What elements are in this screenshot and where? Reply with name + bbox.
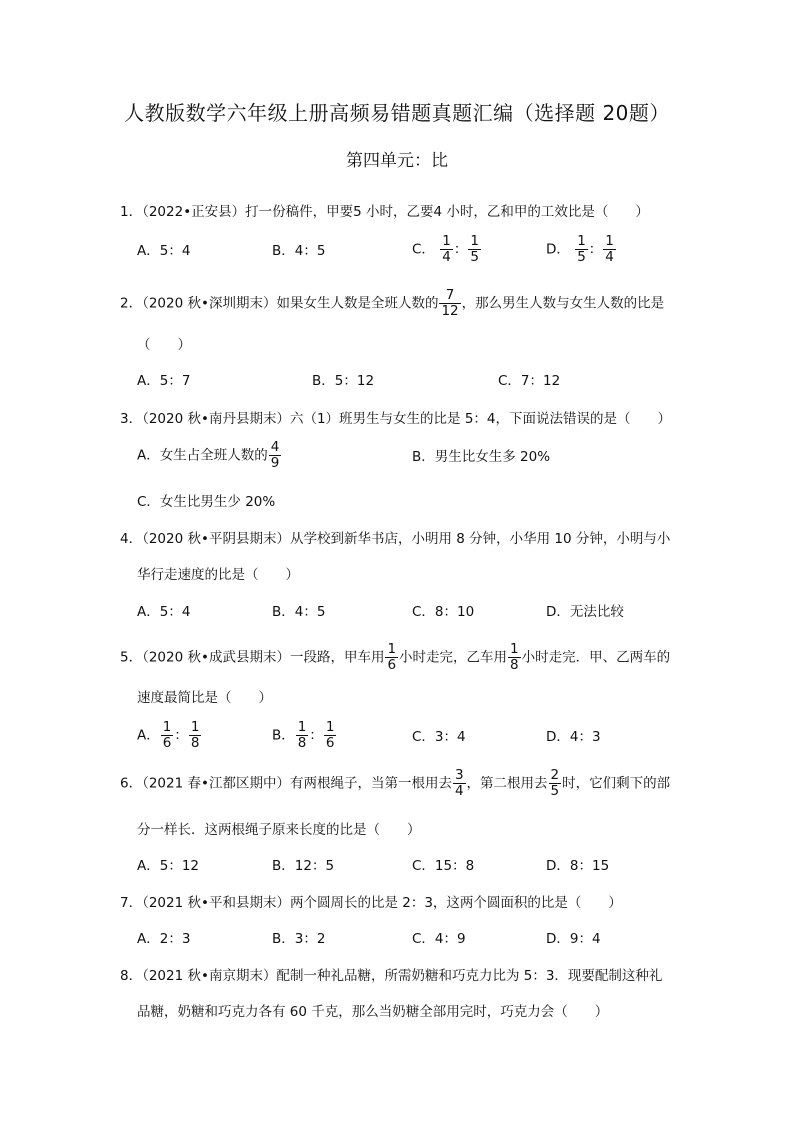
question-1-option-b[interactable]: B．4：5 [272, 243, 326, 259]
question-3-stem: 3．（2020 秋•南丹县期末）六（1）班男生与女生的比是 5：4，下面说法错误的是（ ） [120, 411, 672, 427]
question-7-option-d[interactable]: D．9：4 [546, 931, 601, 947]
question-7-option-b[interactable]: B．3：2 [272, 931, 326, 947]
question-5-stem-line-2: 速度最简比是（ ） [137, 690, 272, 706]
fraction: $\frac{2}{5}$ [550, 767, 560, 799]
question-2-option-c[interactable]: C．7：12 [498, 373, 561, 389]
question-4-option-d[interactable]: D．无法比较 [546, 604, 624, 620]
question-4-option-b[interactable]: B．4：5 [272, 604, 326, 620]
question-7-option-a[interactable]: A．2：3 [137, 931, 191, 947]
fraction: $\frac{1}{5}$ [577, 233, 586, 265]
fraction: $\frac{1}{6}$ [162, 719, 172, 751]
question-8-stem-line-2: 品糖，奶糖和巧克力各有 60 千克，那么当奶糖全部用完时，巧克力会（ ） [137, 1004, 609, 1020]
question-6-stem-line-2: 分一样长．这两根绳子原来长度的比是（ ） [137, 822, 421, 838]
question-7-stem: 7．（2021 秋•平和县期末）两个圆周长的比是 2：3，这两个圆面积的比是（ ） [120, 895, 622, 911]
question-4-stem: 4．（2020 秋•平阴县期末）从学校到新华书店，小明用 8 分钟，小华用 10 分钟，小明与小 [120, 531, 671, 547]
question-2-option-a[interactable]: A．5：7 [137, 373, 191, 389]
fraction: $\frac{1}{4}$ [442, 233, 451, 265]
question-2-stem: 2．（2020 秋•深圳期末）如果女生人数是全班人数的 $\frac{7}{12}$ ，那么男生人数与女生人数的比是 [120, 287, 665, 319]
question-6-option-b[interactable]: B．12：5 [272, 858, 335, 874]
question-5-option-c[interactable]: C．3：4 [412, 729, 466, 745]
fraction: $\frac{1}{8}$ [510, 641, 519, 673]
question-3-option-c[interactable]: C．女生比男生少 20% [137, 494, 276, 510]
page-subtitle: 第四单元：比 [346, 151, 448, 171]
question-1-stem: 1．（2022•正安县）打一份稿件，甲要5 小时，乙要4 小时，乙和甲的工效比是（ ） [120, 204, 649, 220]
fraction: $\frac{4}{9}$ [270, 439, 280, 471]
question-6-option-a[interactable]: A．5：12 [137, 858, 200, 874]
question-1-option-c[interactable]: C． $\frac{1}{4}$ ： $\frac{1}{5}$ [412, 233, 479, 265]
question-2-stem-line-2: （ ） [137, 337, 191, 353]
question-5-stem: 5．（2020 秋•成武县期末）一段路，甲车用 $\frac{1}{6}$ 小时走完，乙车用 $\frac{1}{8}$ 小时走完．甲、乙两车的 [120, 641, 671, 673]
page-title: 人教版数学六年级上册高频易错题真题汇编（选择题 20题） [124, 101, 670, 125]
question-6-option-c[interactable]: C．15：8 [412, 858, 475, 874]
question-7-option-c[interactable]: C．4：9 [412, 931, 466, 947]
fraction: $\frac{1}{6}$ [325, 719, 335, 751]
fraction: $\frac{3}{4}$ [454, 767, 464, 799]
fraction: $\frac{7}{12}$ [441, 287, 459, 319]
question-8-stem: 8．（2021 秋•南京期末）配制一种礼品糖，所需奶糖和巧克力比为 5：3．现要配制这种礼 [120, 968, 663, 984]
question-4-option-a[interactable]: A．5：4 [137, 604, 191, 620]
fraction: $\frac{1}{5}$ [470, 233, 479, 265]
question-5-option-b[interactable]: B． $\frac{1}{8}$ ： $\frac{1}{6}$ [272, 719, 335, 751]
fraction: $\frac{1}{6}$ [387, 641, 397, 673]
question-6-stem: 6．（2021 春•江都区期中）有两根绳子，当第一根用去 $\frac{3}{4}$ ，第二根用去 $\frac{2}{5}$ 时，它们剩下的部 [120, 767, 671, 799]
question-2-option-b[interactable]: B．5：12 [312, 373, 375, 389]
fraction: $\frac{1}{8}$ [190, 719, 200, 751]
question-6-option-d[interactable]: D．8：15 [546, 858, 610, 874]
question-4-stem-line-2: 华行走速度的比是（ ） [137, 567, 299, 583]
fraction: $\frac{1}{4}$ [605, 233, 614, 265]
question-4-option-c[interactable]: C．8：10 [412, 604, 475, 620]
question-1-option-d[interactable]: D． $\frac{1}{5}$ ： $\frac{1}{4}$ [546, 233, 614, 265]
question-5-option-d[interactable]: D．4：3 [546, 729, 601, 745]
fraction: $\frac{1}{8}$ [297, 719, 307, 751]
question-1-option-a[interactable]: A．5：4 [137, 243, 191, 259]
question-5-option-a[interactable]: A． $\frac{1}{6}$ ： $\frac{1}{8}$ [137, 719, 200, 751]
question-3-option-b[interactable]: B．男生比女生多 20% [412, 449, 551, 465]
question-3-option-a[interactable]: A．女生占全班人数的 $\frac{4}{9}$ [137, 439, 280, 471]
